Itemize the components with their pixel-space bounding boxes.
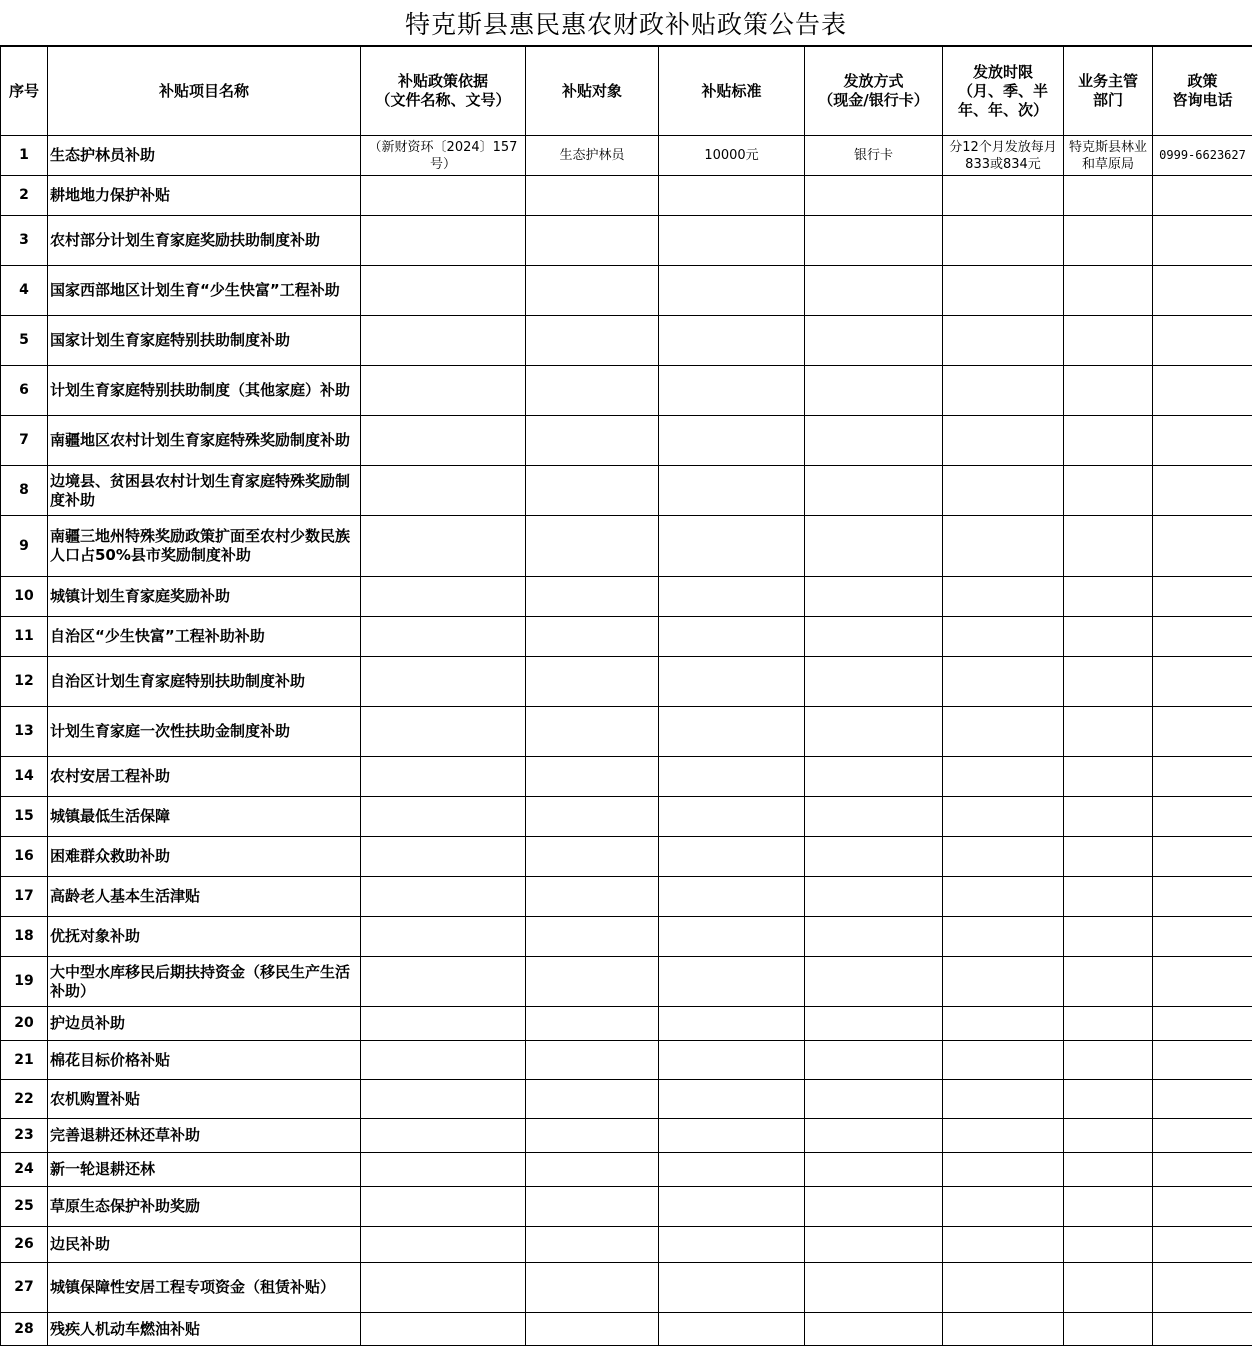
cell-target <box>526 416 659 466</box>
cell-method <box>805 617 943 657</box>
table-row <box>1 617 1252 657</box>
cell-seq: 13 <box>1 707 48 757</box>
cell-dept <box>1064 316 1153 366</box>
table-row <box>1 216 1252 266</box>
cell-method <box>805 516 943 577</box>
cell-dept <box>1064 366 1153 416</box>
cell-dept <box>1064 1041 1153 1080</box>
cell-phone <box>1153 216 1252 266</box>
cell-method <box>805 416 943 466</box>
header-dept: 业务主管 部门 <box>1064 47 1153 136</box>
cell-standard <box>659 416 805 466</box>
header-method: 发放方式 （现金/银行卡） <box>805 47 943 136</box>
cell-standard <box>659 1263 805 1313</box>
cell-standard <box>659 466 805 516</box>
cell-basis <box>361 416 526 466</box>
cell-name: 耕地地力保护补贴 <box>48 176 361 216</box>
cell-period <box>943 1227 1064 1263</box>
cell-period <box>943 1007 1064 1041</box>
table-row <box>1 1227 1252 1263</box>
cell-basis <box>361 917 526 957</box>
cell-target <box>526 316 659 366</box>
cell-dept <box>1064 657 1153 707</box>
cell-dept <box>1064 516 1153 577</box>
cell-basis <box>361 1007 526 1041</box>
cell-phone <box>1153 1119 1252 1153</box>
table-row <box>1 757 1252 797</box>
cell-target <box>526 1119 659 1153</box>
table-row <box>1 707 1252 757</box>
cell-seq: 19 <box>1 957 48 1007</box>
cell-target <box>526 216 659 266</box>
table-row <box>1 176 1252 216</box>
cell-dept <box>1064 1153 1153 1187</box>
table-row <box>1 1263 1252 1313</box>
cell-basis <box>361 1041 526 1080</box>
cell-dept <box>1064 1227 1153 1263</box>
cell-standard <box>659 266 805 316</box>
cell-seq: 16 <box>1 837 48 877</box>
cell-dept <box>1064 957 1153 1007</box>
table-row <box>1 577 1252 617</box>
cell-method <box>805 216 943 266</box>
cell-name: 南疆三地州特殊奖励政策扩面至农村少数民族人口占50%县市奖励制度补助 <box>48 516 361 577</box>
cell-name: 自治区计划生育家庭特别扶助制度补助 <box>48 657 361 707</box>
cell-period <box>943 1153 1064 1187</box>
cell-method <box>805 837 943 877</box>
cell-basis <box>361 757 526 797</box>
table-row <box>1 1007 1252 1041</box>
cell-dept <box>1064 466 1153 516</box>
cell-standard <box>659 617 805 657</box>
cell-method <box>805 757 943 797</box>
cell-dept <box>1064 1187 1153 1227</box>
cell-basis <box>361 877 526 917</box>
cell-seq: 21 <box>1 1041 48 1080</box>
header-name: 补贴项目名称 <box>48 47 361 136</box>
cell-name: 城镇计划生育家庭奖励补助 <box>48 577 361 617</box>
cell-standard <box>659 797 805 837</box>
cell-basis <box>361 577 526 617</box>
cell-period <box>943 516 1064 577</box>
cell-dept <box>1064 877 1153 917</box>
cell-phone <box>1153 707 1252 757</box>
cell-dept <box>1064 1080 1153 1119</box>
table-row <box>1 657 1252 707</box>
cell-basis <box>361 1119 526 1153</box>
cell-phone <box>1153 1227 1252 1263</box>
cell-method <box>805 1263 943 1313</box>
cell-dept <box>1064 216 1153 266</box>
cell-seq: 11 <box>1 617 48 657</box>
table-row <box>1 1041 1252 1080</box>
cell-period <box>943 877 1064 917</box>
cell-name: 高龄老人基本生活津贴 <box>48 877 361 917</box>
cell-phone <box>1153 466 1252 516</box>
cell-basis <box>361 957 526 1007</box>
cell-standard <box>659 216 805 266</box>
cell-target <box>526 1007 659 1041</box>
cell-seq: 25 <box>1 1187 48 1227</box>
cell-target <box>526 366 659 416</box>
cell-seq: 27 <box>1 1263 48 1313</box>
cell-name: 国家计划生育家庭特别扶助制度补助 <box>48 316 361 366</box>
cell-method <box>805 1153 943 1187</box>
cell-period <box>943 1080 1064 1119</box>
table-row <box>1 136 1252 176</box>
table-row <box>1 516 1252 577</box>
cell-target <box>526 617 659 657</box>
cell-method <box>805 577 943 617</box>
header-row <box>1 47 1252 136</box>
cell-target <box>526 1227 659 1263</box>
cell-period <box>943 416 1064 466</box>
cell-period <box>943 466 1064 516</box>
cell-method <box>805 316 943 366</box>
cell-name: 计划生育家庭一次性扶助金制度补助 <box>48 707 361 757</box>
cell-method <box>805 797 943 837</box>
cell-seq: 23 <box>1 1119 48 1153</box>
cell-phone <box>1153 837 1252 877</box>
cell-name: 农村部分计划生育家庭奖励扶助制度补助 <box>48 216 361 266</box>
cell-seq: 7 <box>1 416 48 466</box>
cell-seq: 5 <box>1 316 48 366</box>
table-row <box>1 797 1252 837</box>
cell-seq: 9 <box>1 516 48 577</box>
cell-standard <box>659 176 805 216</box>
cell-standard <box>659 837 805 877</box>
cell-method <box>805 366 943 416</box>
cell-phone <box>1153 1263 1252 1313</box>
cell-phone: 0999-6623627 <box>1153 136 1252 176</box>
cell-target <box>526 1313 659 1346</box>
cell-name: 完善退耕还林还草补助 <box>48 1119 361 1153</box>
cell-period <box>943 266 1064 316</box>
cell-phone <box>1153 1041 1252 1080</box>
table-row <box>1 917 1252 957</box>
cell-name: 边境县、贫困县农村计划生育家庭特殊奖励制度补助 <box>48 466 361 516</box>
table-row <box>1 877 1252 917</box>
cell-method <box>805 1227 943 1263</box>
cell-standard <box>659 1041 805 1080</box>
cell-period <box>943 917 1064 957</box>
cell-target <box>526 917 659 957</box>
cell-seq: 24 <box>1 1153 48 1187</box>
cell-target <box>526 577 659 617</box>
cell-target <box>526 707 659 757</box>
cell-seq: 6 <box>1 366 48 416</box>
cell-basis: （新财资环〔2024〕157号） <box>361 136 526 176</box>
table-row <box>1 1313 1252 1346</box>
cell-standard <box>659 1227 805 1263</box>
cell-period <box>943 707 1064 757</box>
cell-phone <box>1153 877 1252 917</box>
cell-period <box>943 957 1064 1007</box>
cell-basis <box>361 366 526 416</box>
subsidy-table <box>0 46 1252 1346</box>
cell-method <box>805 1080 943 1119</box>
table-row <box>1 1153 1252 1187</box>
cell-name: 草原生态保护补助奖励 <box>48 1187 361 1227</box>
cell-phone <box>1153 577 1252 617</box>
cell-standard <box>659 516 805 577</box>
cell-standard <box>659 757 805 797</box>
cell-basis <box>361 1313 526 1346</box>
cell-name: 困难群众救助补助 <box>48 837 361 877</box>
cell-target <box>526 176 659 216</box>
cell-dept <box>1064 1007 1153 1041</box>
cell-seq: 1 <box>1 136 48 176</box>
cell-standard <box>659 1313 805 1346</box>
cell-basis <box>361 1227 526 1263</box>
cell-basis <box>361 1153 526 1187</box>
cell-target: 生态护林员 <box>526 136 659 176</box>
cell-method <box>805 707 943 757</box>
cell-seq: 12 <box>1 657 48 707</box>
cell-name: 生态护林员补助 <box>48 136 361 176</box>
cell-dept <box>1064 577 1153 617</box>
cell-standard <box>659 1080 805 1119</box>
cell-period <box>943 1119 1064 1153</box>
cell-dept <box>1064 707 1153 757</box>
cell-standard <box>659 877 805 917</box>
cell-basis <box>361 1263 526 1313</box>
header-basis: 补贴政策依据 （文件名称、文号） <box>361 47 526 136</box>
cell-method <box>805 1007 943 1041</box>
cell-phone <box>1153 757 1252 797</box>
cell-phone <box>1153 1080 1252 1119</box>
cell-method <box>805 466 943 516</box>
cell-basis <box>361 1080 526 1119</box>
cell-method <box>805 877 943 917</box>
cell-name: 城镇保障性安居工程专项资金（租赁补贴） <box>48 1263 361 1313</box>
cell-period <box>943 797 1064 837</box>
table-row <box>1 416 1252 466</box>
cell-method <box>805 176 943 216</box>
cell-target <box>526 757 659 797</box>
cell-method <box>805 1313 943 1346</box>
cell-target <box>526 797 659 837</box>
cell-phone <box>1153 316 1252 366</box>
cell-name: 农机购置补贴 <box>48 1080 361 1119</box>
cell-standard: 10000元 <box>659 136 805 176</box>
cell-phone <box>1153 957 1252 1007</box>
cell-phone <box>1153 516 1252 577</box>
cell-seq: 8 <box>1 466 48 516</box>
table-body <box>1 136 1252 1346</box>
cell-method <box>805 657 943 707</box>
cell-period <box>943 577 1064 617</box>
cell-name: 棉花目标价格补贴 <box>48 1041 361 1080</box>
cell-seq: 26 <box>1 1227 48 1263</box>
table-row <box>1 1080 1252 1119</box>
cell-phone <box>1153 1313 1252 1346</box>
cell-method <box>805 1119 943 1153</box>
table-row <box>1 1187 1252 1227</box>
cell-phone <box>1153 1007 1252 1041</box>
cell-period <box>943 1041 1064 1080</box>
cell-phone <box>1153 917 1252 957</box>
cell-period <box>943 757 1064 797</box>
cell-name: 南疆地区农村计划生育家庭特殊奖励制度补助 <box>48 416 361 466</box>
cell-seq: 22 <box>1 1080 48 1119</box>
cell-period <box>943 837 1064 877</box>
cell-basis <box>361 657 526 707</box>
cell-name: 国家西部地区计划生育“少生快富”工程补助 <box>48 266 361 316</box>
cell-phone <box>1153 657 1252 707</box>
cell-target <box>526 1080 659 1119</box>
cell-period <box>943 1313 1064 1346</box>
cell-target <box>526 516 659 577</box>
cell-standard <box>659 657 805 707</box>
cell-target <box>526 266 659 316</box>
cell-target <box>526 657 659 707</box>
table-row <box>1 1119 1252 1153</box>
cell-name: 残疾人机动车燃油补贴 <box>48 1313 361 1346</box>
cell-phone <box>1153 797 1252 837</box>
cell-name: 边民补助 <box>48 1227 361 1263</box>
cell-basis <box>361 1187 526 1227</box>
cell-standard <box>659 577 805 617</box>
header-seq: 序号 <box>1 47 48 136</box>
cell-phone <box>1153 617 1252 657</box>
cell-basis <box>361 176 526 216</box>
cell-phone <box>1153 366 1252 416</box>
cell-name: 农村安居工程补助 <box>48 757 361 797</box>
cell-seq: 2 <box>1 176 48 216</box>
cell-phone <box>1153 1153 1252 1187</box>
cell-dept <box>1064 416 1153 466</box>
cell-method <box>805 1041 943 1080</box>
cell-standard <box>659 366 805 416</box>
cell-seq: 10 <box>1 577 48 617</box>
cell-dept <box>1064 797 1153 837</box>
cell-target <box>526 837 659 877</box>
cell-phone <box>1153 1187 1252 1227</box>
cell-name: 优抚对象补助 <box>48 917 361 957</box>
cell-period <box>943 617 1064 657</box>
cell-phone <box>1153 176 1252 216</box>
cell-dept <box>1064 1263 1153 1313</box>
cell-basis <box>361 516 526 577</box>
table-row <box>1 266 1252 316</box>
cell-basis <box>361 837 526 877</box>
cell-dept <box>1064 1119 1153 1153</box>
cell-seq: 14 <box>1 757 48 797</box>
cell-dept <box>1064 617 1153 657</box>
cell-dept <box>1064 757 1153 797</box>
cell-period <box>943 1187 1064 1227</box>
cell-name: 自治区“少生快富”工程补助补助 <box>48 617 361 657</box>
cell-standard <box>659 1187 805 1227</box>
cell-name: 城镇最低生活保障 <box>48 797 361 837</box>
cell-dept <box>1064 1313 1153 1346</box>
cell-standard <box>659 1153 805 1187</box>
cell-dept <box>1064 917 1153 957</box>
cell-phone <box>1153 416 1252 466</box>
cell-target <box>526 1041 659 1080</box>
cell-method <box>805 957 943 1007</box>
cell-basis <box>361 266 526 316</box>
cell-period <box>943 366 1064 416</box>
cell-phone <box>1153 266 1252 316</box>
cell-standard <box>659 1007 805 1041</box>
cell-standard <box>659 316 805 366</box>
cell-seq: 28 <box>1 1313 48 1346</box>
cell-period: 分12个月发放每月833或834元 <box>943 136 1064 176</box>
cell-period <box>943 216 1064 266</box>
cell-standard <box>659 707 805 757</box>
cell-basis <box>361 216 526 266</box>
cell-standard <box>659 957 805 1007</box>
cell-basis <box>361 707 526 757</box>
cell-seq: 17 <box>1 877 48 917</box>
cell-dept <box>1064 837 1153 877</box>
cell-name: 大中型水库移民后期扶持资金（移民生产生活补助） <box>48 957 361 1007</box>
cell-target <box>526 1187 659 1227</box>
cell-target <box>526 1263 659 1313</box>
header-period: 发放时限 （月、季、半 年、年、次） <box>943 47 1064 136</box>
table-row <box>1 957 1252 1007</box>
cell-basis <box>361 466 526 516</box>
cell-method <box>805 266 943 316</box>
table-row <box>1 466 1252 516</box>
cell-name: 新一轮退耕还林 <box>48 1153 361 1187</box>
cell-dept: 特克斯县林业和草原局 <box>1064 136 1153 176</box>
header-target: 补贴对象 <box>526 47 659 136</box>
cell-period <box>943 176 1064 216</box>
cell-standard <box>659 917 805 957</box>
cell-period <box>943 657 1064 707</box>
cell-basis <box>361 617 526 657</box>
cell-period <box>943 1263 1064 1313</box>
cell-period <box>943 316 1064 366</box>
cell-basis <box>361 797 526 837</box>
cell-target <box>526 957 659 1007</box>
table-row <box>1 366 1252 416</box>
cell-seq: 4 <box>1 266 48 316</box>
cell-target <box>526 466 659 516</box>
cell-dept <box>1064 176 1153 216</box>
cell-basis <box>361 316 526 366</box>
cell-method: 银行卡 <box>805 136 943 176</box>
cell-name: 护边员补助 <box>48 1007 361 1041</box>
cell-seq: 15 <box>1 797 48 837</box>
cell-dept <box>1064 266 1153 316</box>
table-row <box>1 837 1252 877</box>
cell-standard <box>659 1119 805 1153</box>
cell-target <box>526 1153 659 1187</box>
page-title: 特克斯县惠民惠农财政补贴政策公告表 <box>0 0 1252 46</box>
header-phone: 政策 咨询电话 <box>1153 47 1252 136</box>
cell-method <box>805 917 943 957</box>
table-row <box>1 316 1252 366</box>
cell-seq: 20 <box>1 1007 48 1041</box>
cell-seq: 3 <box>1 216 48 266</box>
cell-method <box>805 1187 943 1227</box>
cell-seq: 18 <box>1 917 48 957</box>
cell-target <box>526 877 659 917</box>
header-standard: 补贴标准 <box>659 47 805 136</box>
cell-name: 计划生育家庭特别扶助制度（其他家庭）补助 <box>48 366 361 416</box>
